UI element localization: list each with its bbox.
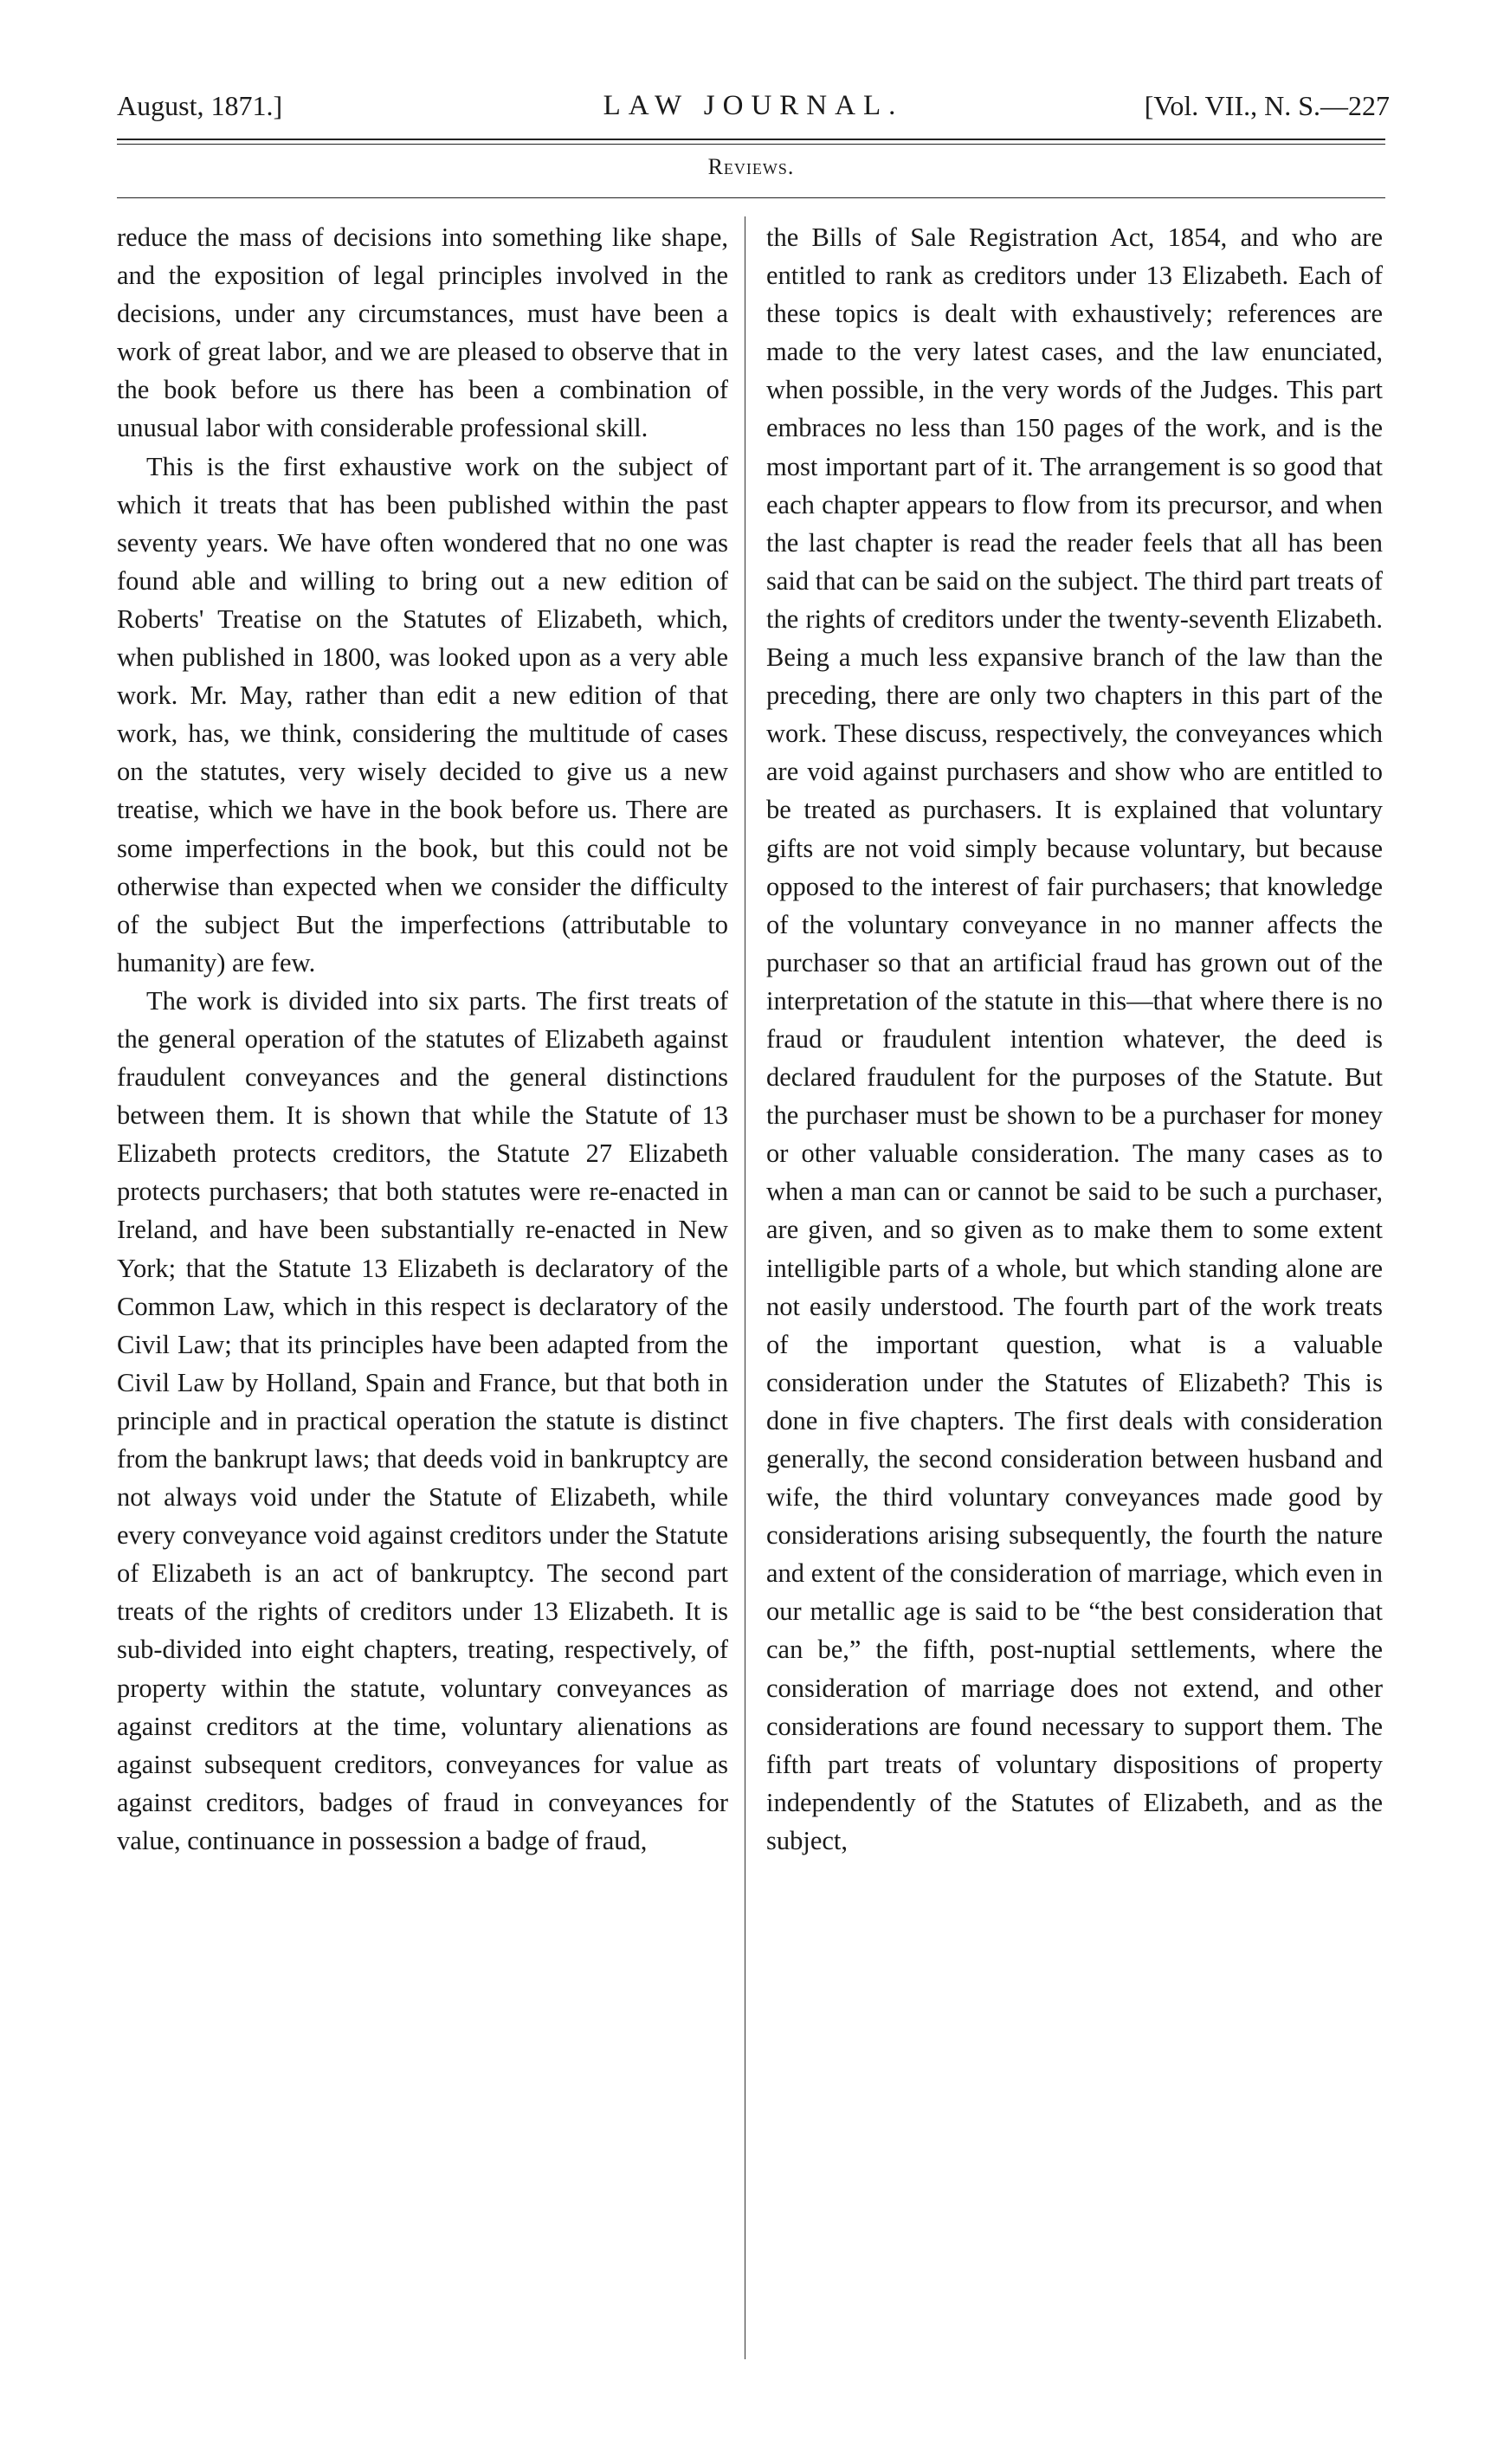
left-column [117, 218, 728, 1860]
header-date: August, 1871.] [117, 90, 283, 121]
header-journal-title: LAW JOURNAL. [603, 90, 904, 121]
header-rule-thin [117, 144, 1385, 145]
section-rule [117, 197, 1385, 198]
paragraph: reduce the mass of decisions into something like shape, and the exposition of legal principles involved in the decisions, under any circumstances, must have been a work of great labor, and we are pleased to observe that in the book before us there has been a combination of unusual labor with considerable professional skill. [117, 223, 728, 443]
paragraph: the Bills of Sale Registration Act, 1854, and who are entitled to rank as creditors under 13 Elizabeth. Each of these topics is dealt with exhaustively; references are made to the very latest cases, and the law enunciated, when possible, in the very words of the Judges. This part embraces no less than 150 pages of the work, and is the most important part of it. The arrangement is so good that each chapter appears to flow from its precursor, and when the last chapter is read the reader feels that all has been said that can be said on the subject. The third part treats of the rights of creditors under the twenty-seventh Elizabeth. Being a much less expansive branch of the law than the preceding, there are only two chapters in this part of the work. These discuss, respectively, the conveyances which are void against purchasers and show who are entitled to be treated as purchasers. It is explained that voluntary gifts are not void simply because voluntary, but because opposed to the interest of fair purchasers; that knowledge of the voluntary conveyance in no manner affects the purchaser so that an artificial fraud has grown out of the interpretation of the statute in this—that where there is no fraud or fraudulent intention whatever, the deed is declared fraudulent for the purposes of the Statute. But the purchaser must be shown to be a purchaser for money or other valuable consideration. The many cases as to when a man can or cannot be said to be such a purchaser, are given, and so given as to make them to some extent intelligible parts of a whole, but which standing alone are not easily understood. The fourth part of the work treats of the important question, what is a valuable consideration under the Statutes of Elizabeth? This is done in five chapters. The first deals with consideration generally, the second consideration between husband and wife, the third voluntary conveyances made good by considerations arising subsequently, the fourth the nature and extent of the consideration of marriage, which even in our metallic age is said to be “the best consideration that can be,” the fifth, post-nuptial settlements, where the consideration of marriage does not extend, and other considerations are found necessary to support them. The fifth part treats of voluntary dispositions of property independently of the Statutes of Elizabeth, and as the subject, [766, 223, 1383, 1855]
paragraph: The work is divided into six parts. The first treats of the general operation of the statutes of Elizabeth against fraudulent conveyances and the general distinctions between them. It is shown that while the Statute of 13 Elizabeth protects creditors, the Statute 27 Elizabeth protects purchasers; that both statutes were re-enacted in Ireland, and have been substantially re-enacted in New York; that the Statute 13 Elizabeth is declaratory of the Common Law, which in this respect is declaratory of the Civil Law; that its principles have been adapted from the Civil Law by Holland, Spain and France, but that both in principle and in practical operation the statute is distinct from the bankrupt laws; that deeds void in bankruptcy are not always void under the Statute of Elizabeth, while every conveyance void against creditors under the Statute of Elizabeth is an act of bankruptcy. The second part treats of the rights of creditors under 13 Elizabeth. It is sub-divided into eight chapters, treating, respectively, of property within the statute, voluntary conveyances as against creditors at the time, voluntary alienations as against subsequent creditors, conveyances for value as against creditors, badges of fraud in conveyances for value, continuance in possession a badge of fraud, [117, 985, 728, 1855]
right-column [766, 218, 1383, 1860]
paragraph: This is the first exhaustive work on the subject of which it treats that has been published within the past seventy years. We have often wondered that no one was found able and willing to bring out a new edition of Roberts' Treatise on the Statutes of Elizabeth, which, when published in 1800, was looked upon as a very able work. Mr. May, rather than edit a new edition of that work, has, we think, considering the multitude of cases on the statutes, very wisely decided to give us a new treatise, which we have in the book before us. There are some imperfections in the book, but this could not be otherwise than expected when we consider the difficulty of the subject But the imperfections (attributable to humanity) are few. [117, 451, 728, 977]
header-rule-thick [117, 139, 1385, 140]
header-volume-page: [Vol. VII., N. S.—227 [1144, 90, 1390, 121]
running-header [117, 87, 1390, 135]
section-title: Reviews. [707, 154, 795, 179]
